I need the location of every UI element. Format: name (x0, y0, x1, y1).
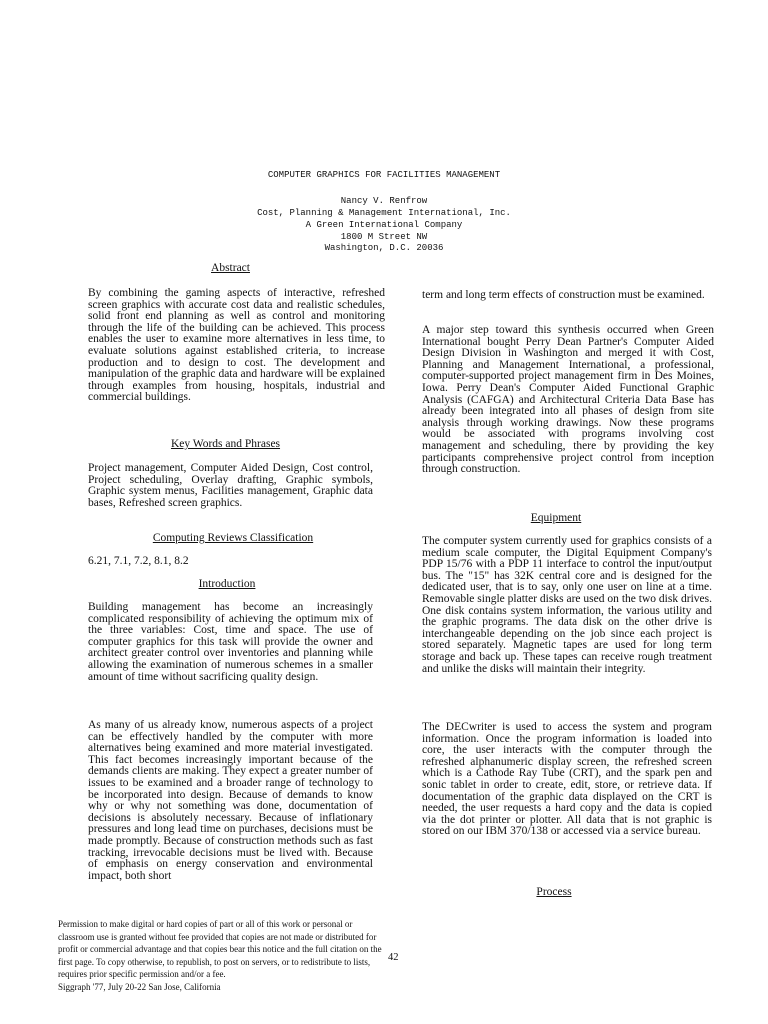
introduction-paragraph-2: As many of us already know, numerous aspects of a project can be effectively handled by the computer with more alternatives being examined and more material investigated. This fact becomes increasingly important because of the demands clients are making. They expect a greater number of issues to be examined and a broader range of technology to be incorporated into design. Because of demands to know why or why not something was done, documentation of decisions is absolutely necessary. Because of inflationary pressures and long lead time on purchases, decisions must be made promptly. Because of construction methods such as fast tracking, irrevocable decisions must be lived with. Because of emphasis on energy conservation and environmental impact, both short (88, 719, 373, 882)
author-city: Washington, D.C. 20036 (324, 243, 444, 253)
page-number: 42 (388, 952, 399, 963)
introduction-paragraph-1: Building management has become an increasingly complicated responsibility of achieving the optimum mix of the three variables: Cost, time and space. The use of computer graphics for this task will provide the owner and architect greater control over inventories and planning while allowing the examination of numerous schemes in a smaller amount of time without sacrificing quality design. (88, 601, 373, 683)
conference-line: Siggraph '77, July 20-22 San Jose, California (58, 981, 221, 992)
permission-notice (58, 918, 383, 994)
author-name: Nancy V. Renfrow (340, 196, 428, 206)
synthesis-paragraph: A major step toward this synthesis occurred when Green International bought Perry Dean Partner's Computer Aided Design Division in Washington and merged it with Cost, Planning and Management International, a professional, computer-supported project management firm in Des Moines, Iowa. Perry Dean's Computer Aided Functional Graphic Analysis (CAFGA) and Architectural Criteria Data Base has already been integrated into all phases of design from site analysis through working drawings. Now these programs would be associated with programs involving cost management and scheduling, there by providing the key participants comprehensive project control from inception through construction. (422, 324, 714, 476)
author-street: 1800 M Street NW (340, 232, 428, 242)
column-continuation: term and long term effects of construction must be examined. (422, 289, 705, 301)
keywords-text: Project management, Computer Aided Design, Cost control, Project scheduling, Overlay drafting, Graphic symbols, Graphic system menus, Facilities management, Graphic data bases, Refreshed screen graphics. (88, 462, 373, 509)
author-company: A Green International Company (305, 220, 463, 230)
process-heading: Process (536, 886, 572, 898)
paper-title: COMPUTER GRAPHICS FOR FACILITIES MANAGEMENT (267, 170, 501, 180)
keywords-heading: Key Words and Phrases (170, 438, 281, 450)
introduction-heading: Introduction (198, 578, 256, 590)
equipment-paragraph-2: The DECwriter is used to access the system and program information. Once the program information is loaded into core, the user interacts with the computer through the refreshed alphanumeric display screen, the refreshed screen which is a Cathode Ray Tube (CRT), and the spark pen and sonic tablet in order to create, edit, store, or retrieve data. If documentation of the graphic data displayed on the CRT is needed, the user requests a hard copy and the data is copied via the dot printer or plotter. All data that is not graphic is stored on our IBM 370/138 or accessed via a service bureau. (422, 721, 712, 838)
classification-heading: Computing Reviews Classification (152, 532, 314, 544)
abstract-text: By combining the gaming aspects of interactive, refreshed screen graphics with accurate cost data and realistic schedules, solid front end planning as well as control and monitoring through the life of the building can be achieved. This process enables the user to examine more alternatives in less time, to evaluate solutions against established criteria, to increase production and to design to cost. The development and manipulation of the graphic data and hardware will be explained through examples from housing, hospitals, industrial and commercial buildings. (88, 287, 385, 404)
equipment-paragraph-1: The computer system currently used for graphics consists of a medium scale computer, the Digital Equipment Company's PDP 15/76 with a PDP 11 interface to control the input/output bus. The "15" has 32K central core and is designed for the dedicated user, that is to say, only one user on line at a time. Removable single platter disks are used on the two disk drives. One disk contains system information, the various utility and the graphic programs. The data disk on the other drive is interchangeable depending on the job since each project is stored separately. Magnetic tapes are used for long term storage and back up. These tapes can receive rough treatment and unlike the disks will maintain their integrity. (422, 535, 712, 675)
equipment-heading: Equipment (530, 512, 582, 524)
permission-text: Permission to make digital or hard copies of part or all of this work or personal or classroom use is granted without fee provided that copies are not made or distributed for profit or commercial advantage and that copies bear this notice and the full citation on the first page. To copy otherwise, to republish, to post on servers, or to redistribute to lists, requires prior specific permission and/or a fee. (58, 919, 382, 980)
author-affiliation: Cost, Planning & Management International, Inc. (257, 208, 511, 218)
classification-text: 6.21, 7.1, 7.2, 8.1, 8.2 (88, 555, 189, 567)
abstract-heading: Abstract (211, 262, 250, 274)
